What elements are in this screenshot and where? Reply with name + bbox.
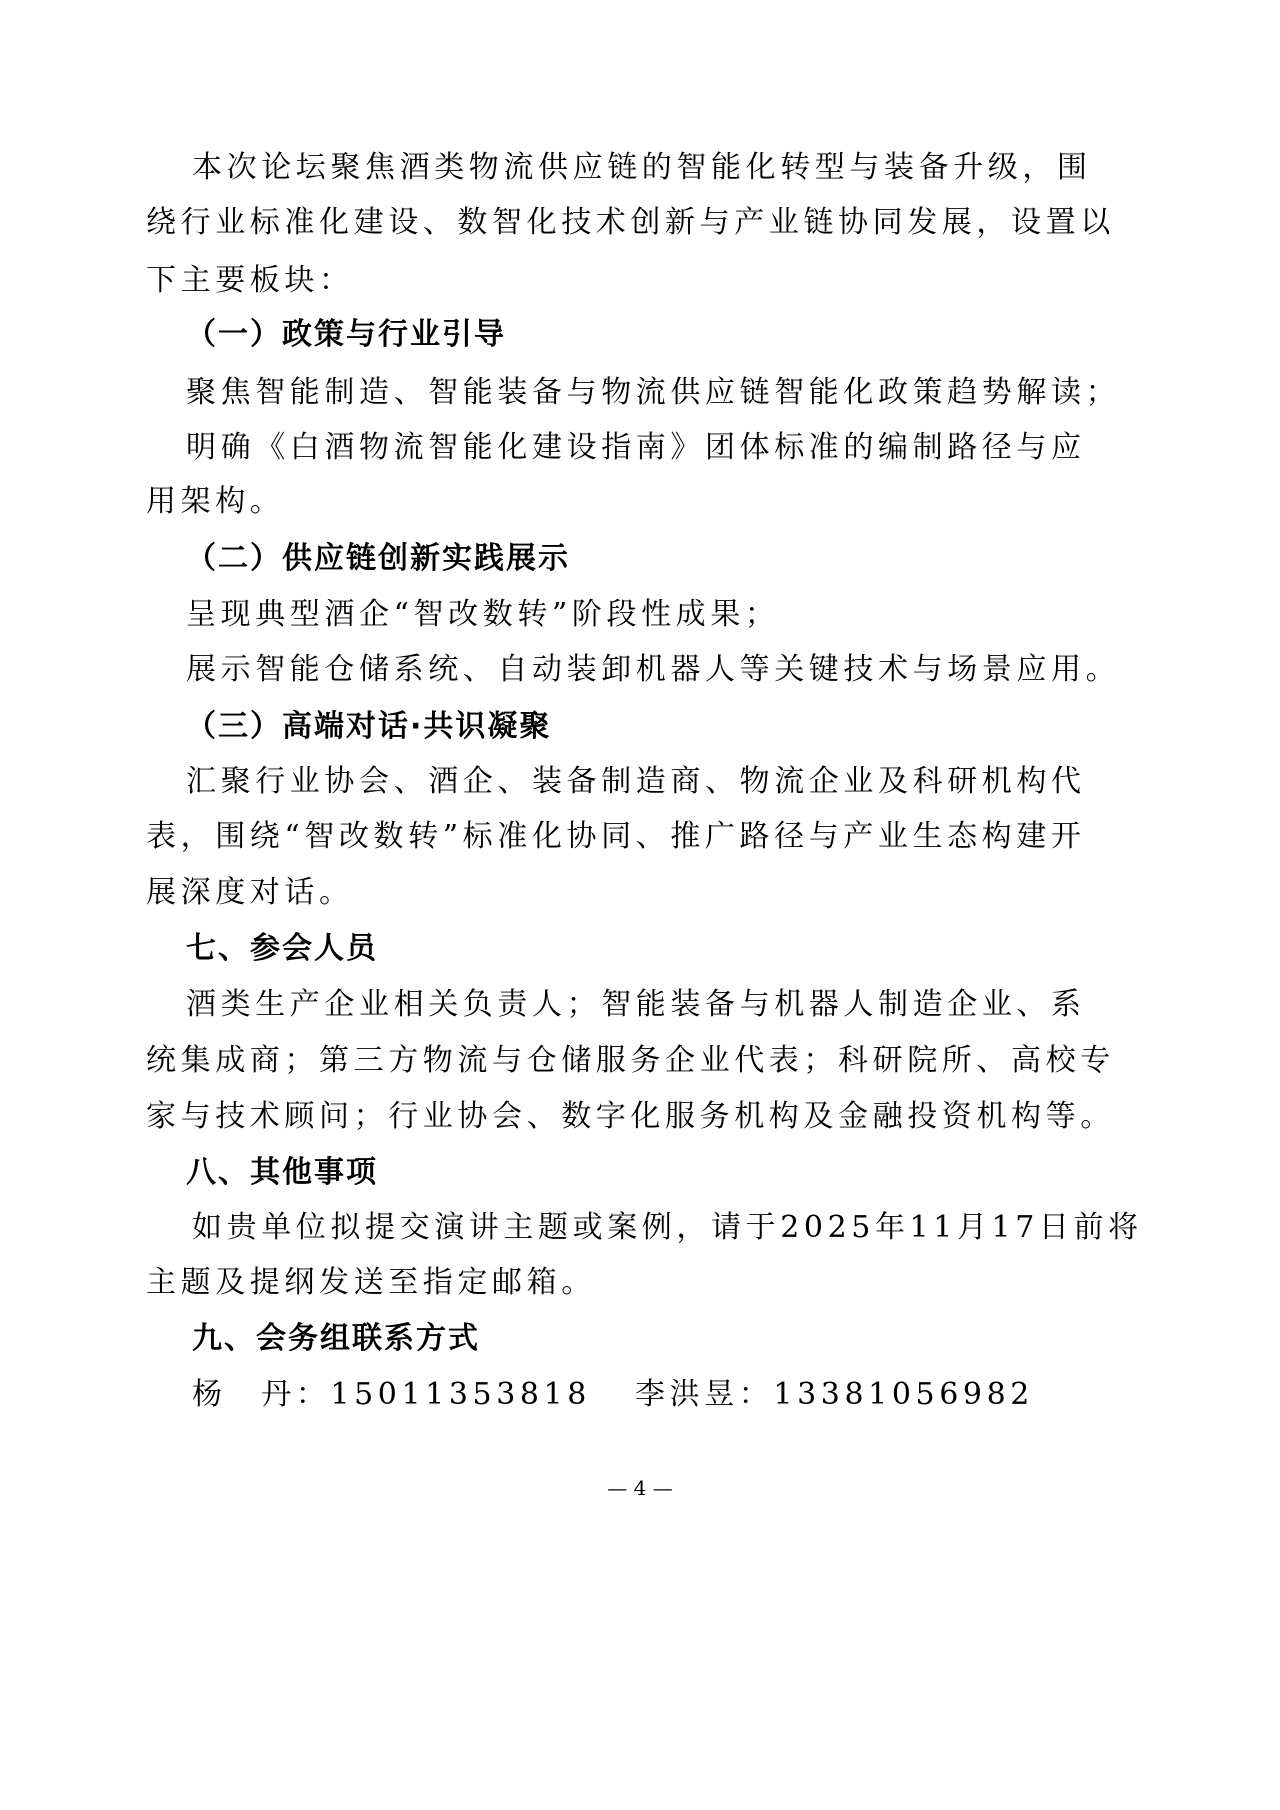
contact-row: [192, 1375, 1182, 1415]
section-dialogue-line-2: 表，围绕“智改数转”标准化协同、推广路径与产业生态构建开: [146, 819, 1086, 854]
section-practice-line-2: 展示智能仓储系统、自动装卸机器人等关键技术与场景应用。: [186, 652, 1121, 687]
contact-phone-1: 15011353818: [330, 1377, 591, 1412]
section-dialogue-line-3: 展深度对话。: [146, 875, 354, 910]
contact-colon-1: ：: [295, 1377, 331, 1412]
intro-line-3: 下主要板块：: [146, 263, 354, 298]
attendees-line-1: 酒类生产企业相关负责人；智能装备与机器人制造企业、系: [186, 987, 1086, 1022]
section-heading-practice: （二）供应链创新实践展示: [186, 541, 570, 576]
intro-line-1: 本次论坛聚焦酒类物流供应链的智能化转型与装备升级，围: [192, 150, 1092, 185]
attendees-line-3: 家与技术顾问；行业协会、数字化服务机构及金融投资机构等。: [146, 1099, 1115, 1134]
intro-line-2: 绕行业标准化建设、数智化技术创新与产业链协同发展，设置以: [146, 205, 1115, 240]
contact-phone-2: 13381056982: [773, 1377, 1034, 1412]
section-policy-line-2: 明确《白酒物流智能化建设指南》团体标准的编制路径与应: [186, 430, 1086, 465]
page-number: — 4 —: [607, 1476, 673, 1500]
contact-colon-2: ：: [738, 1377, 774, 1412]
section-dialogue-line-1: 汇聚行业协会、酒企、装备制造商、物流企业及科研机构代: [186, 764, 1086, 799]
other-line-1: 如贵单位拟提交演讲主题或案例，请于2025年11月17日前将: [192, 1210, 1143, 1245]
contact-heading: 九、会务组联系方式: [192, 1321, 480, 1356]
contact-name-2: 李洪昱: [634, 1377, 739, 1412]
other-line-2: 主题及提纲发送至指定邮箱。: [146, 1265, 596, 1300]
section-policy-line-3: 用架构。: [146, 484, 285, 519]
contact-name-1: 杨 丹: [192, 1377, 296, 1412]
section-practice-line-1: 呈现典型酒企“智改数转”阶段性成果；: [186, 597, 780, 632]
section-heading-policy: （一）政策与行业引导: [186, 317, 506, 352]
attendees-heading: 七、参会人员: [186, 931, 378, 966]
section-policy-line-1: 聚焦智能制造、智能装备与物流供应链智能化政策趋势解读；: [186, 375, 1121, 410]
attendees-line-2: 统集成商；第三方物流与仓储服务企业代表；科研院所、高校专: [146, 1043, 1115, 1078]
section-heading-dialogue: （三）高端对话·共识凝聚: [186, 709, 552, 744]
other-heading: 八、其他事项: [186, 1155, 378, 1190]
